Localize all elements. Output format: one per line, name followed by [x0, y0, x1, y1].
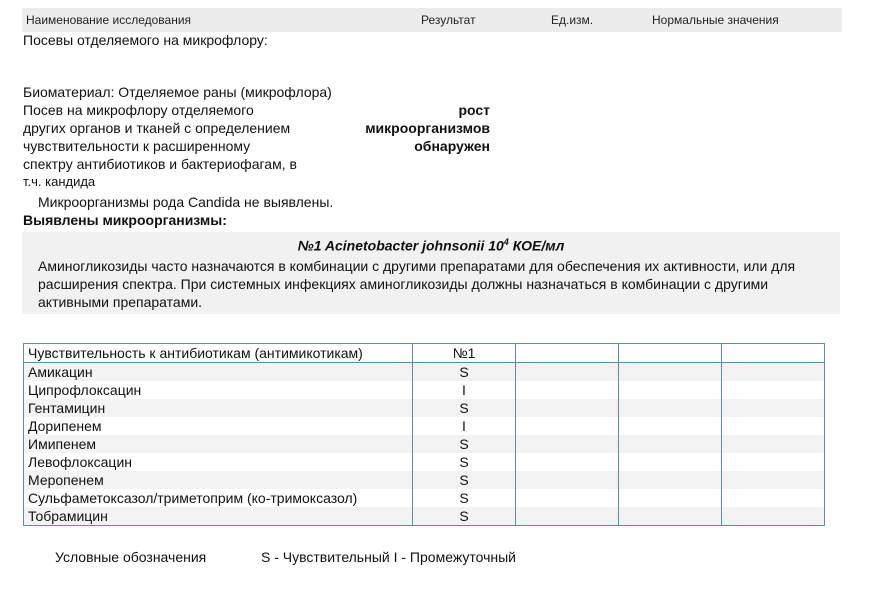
sensitivity-value: I [413, 417, 516, 435]
table-row [24, 381, 825, 399]
empty-cell [619, 381, 722, 399]
antibiotic-name: Амикацин [24, 363, 413, 382]
empty-cell [722, 453, 825, 471]
empty-cell [516, 381, 619, 399]
header-normal: Нормальные значения [652, 13, 779, 27]
header-unit: Ед.изм. [551, 13, 594, 27]
header-name: Наименование исследования [26, 13, 192, 27]
sensitivity-value: S [413, 507, 516, 526]
antibiotic-name: Ципрофлоксацин [24, 381, 413, 399]
section-title: Посевы отделяемого на микрофлору: [23, 32, 268, 48]
antibiotic-name: Дорипенем [24, 417, 413, 435]
empty-cell [619, 344, 722, 363]
antibiotic-name: Сульфаметоксазол/триметоприм (ко-тримоксазол) [24, 489, 413, 507]
empty-cell [619, 435, 722, 453]
empty-cell [516, 344, 619, 363]
empty-cell [516, 471, 619, 489]
found-title: Выявлены микроорганизмы: [23, 212, 227, 228]
empty-cell [516, 453, 619, 471]
legend-items: S - Чувствительный I - Промежуточный [261, 549, 516, 565]
table-row [24, 471, 825, 489]
empty-cell [619, 417, 722, 435]
empty-cell [619, 363, 722, 382]
organism-block [22, 232, 840, 314]
test-name-line: спектру антибиотиков и бактериофагам, в [23, 156, 297, 172]
empty-cell [516, 399, 619, 417]
empty-cell [516, 435, 619, 453]
sensitivity-value: S [413, 453, 516, 471]
empty-cell [619, 399, 722, 417]
test-name-line: Посев на микрофлору отделяемого [23, 102, 254, 118]
sensitivity-value: S [413, 363, 516, 382]
test-result-line: микроорганизмов [365, 120, 490, 136]
biomaterial: Биоматериал: Отделяемое раны (микрофлора) [23, 84, 332, 100]
table-row [24, 399, 825, 417]
empty-cell [722, 399, 825, 417]
sensitivity-value: S [413, 471, 516, 489]
sensitivity-value: S [413, 489, 516, 507]
empty-cell [722, 507, 825, 526]
test-result-line: рост [458, 102, 490, 118]
antibiotic-name: Левофлоксацин [24, 453, 413, 471]
empty-cell [516, 363, 619, 382]
empty-cell [722, 435, 825, 453]
organism-title: №1 Acinetobacter johnsonii $10^4$ КОЕ/мл [297, 237, 565, 254]
table-header-row [24, 344, 825, 363]
table-row [24, 489, 825, 507]
empty-cell [722, 344, 825, 363]
antibiotic-table [23, 343, 825, 526]
empty-cell [722, 381, 825, 399]
empty-cell [619, 453, 722, 471]
empty-cell [619, 471, 722, 489]
table-row [24, 417, 825, 435]
candida-note: Микроорганизмы рода Candida не выявлены. [38, 194, 334, 210]
table-row [24, 435, 825, 453]
empty-cell [722, 363, 825, 382]
table-row [24, 507, 825, 526]
empty-cell [619, 489, 722, 507]
antibiotic-name: Чувствительность к антибиотикам (антимикотикам) [24, 344, 413, 363]
empty-cell [619, 507, 722, 526]
test-name-line: чувствительности к расширенному [23, 138, 251, 154]
antibiotic-name: Гентамицин [24, 399, 413, 417]
sensitivity-value: I [413, 381, 516, 399]
antibiotic-name: Имипенем [24, 435, 413, 453]
test-result-line: обнаружен [414, 138, 490, 154]
empty-cell [722, 489, 825, 507]
table-row [24, 453, 825, 471]
empty-cell [516, 507, 619, 526]
sensitivity-value: S [413, 399, 516, 417]
empty-cell [722, 471, 825, 489]
empty-cell [722, 417, 825, 435]
legend-label: Условные обозначения [55, 549, 207, 565]
table-row [24, 363, 825, 382]
test-name-line: т.ч. кандида [23, 174, 96, 189]
organism-note: Аминогликозиды часто назначаются в комбинации с другими препаратами для обеспечения их активности, или для расширения спектра. При системных инфекциях аминогликозиды должны назначаться в комбинации с другими активными препаратами. [38, 258, 796, 310]
header-result: Результат [421, 13, 476, 27]
antibiotic-name: Тобрамицин [24, 507, 413, 526]
antibiotic-name: Меропенем [24, 471, 413, 489]
empty-cell [516, 489, 619, 507]
sensitivity-value: S [413, 435, 516, 453]
empty-cell [516, 417, 619, 435]
test-name-line: других органов и тканей с определением [23, 120, 291, 136]
report-header [22, 8, 842, 32]
sensitivity-value: №1 [413, 344, 516, 363]
